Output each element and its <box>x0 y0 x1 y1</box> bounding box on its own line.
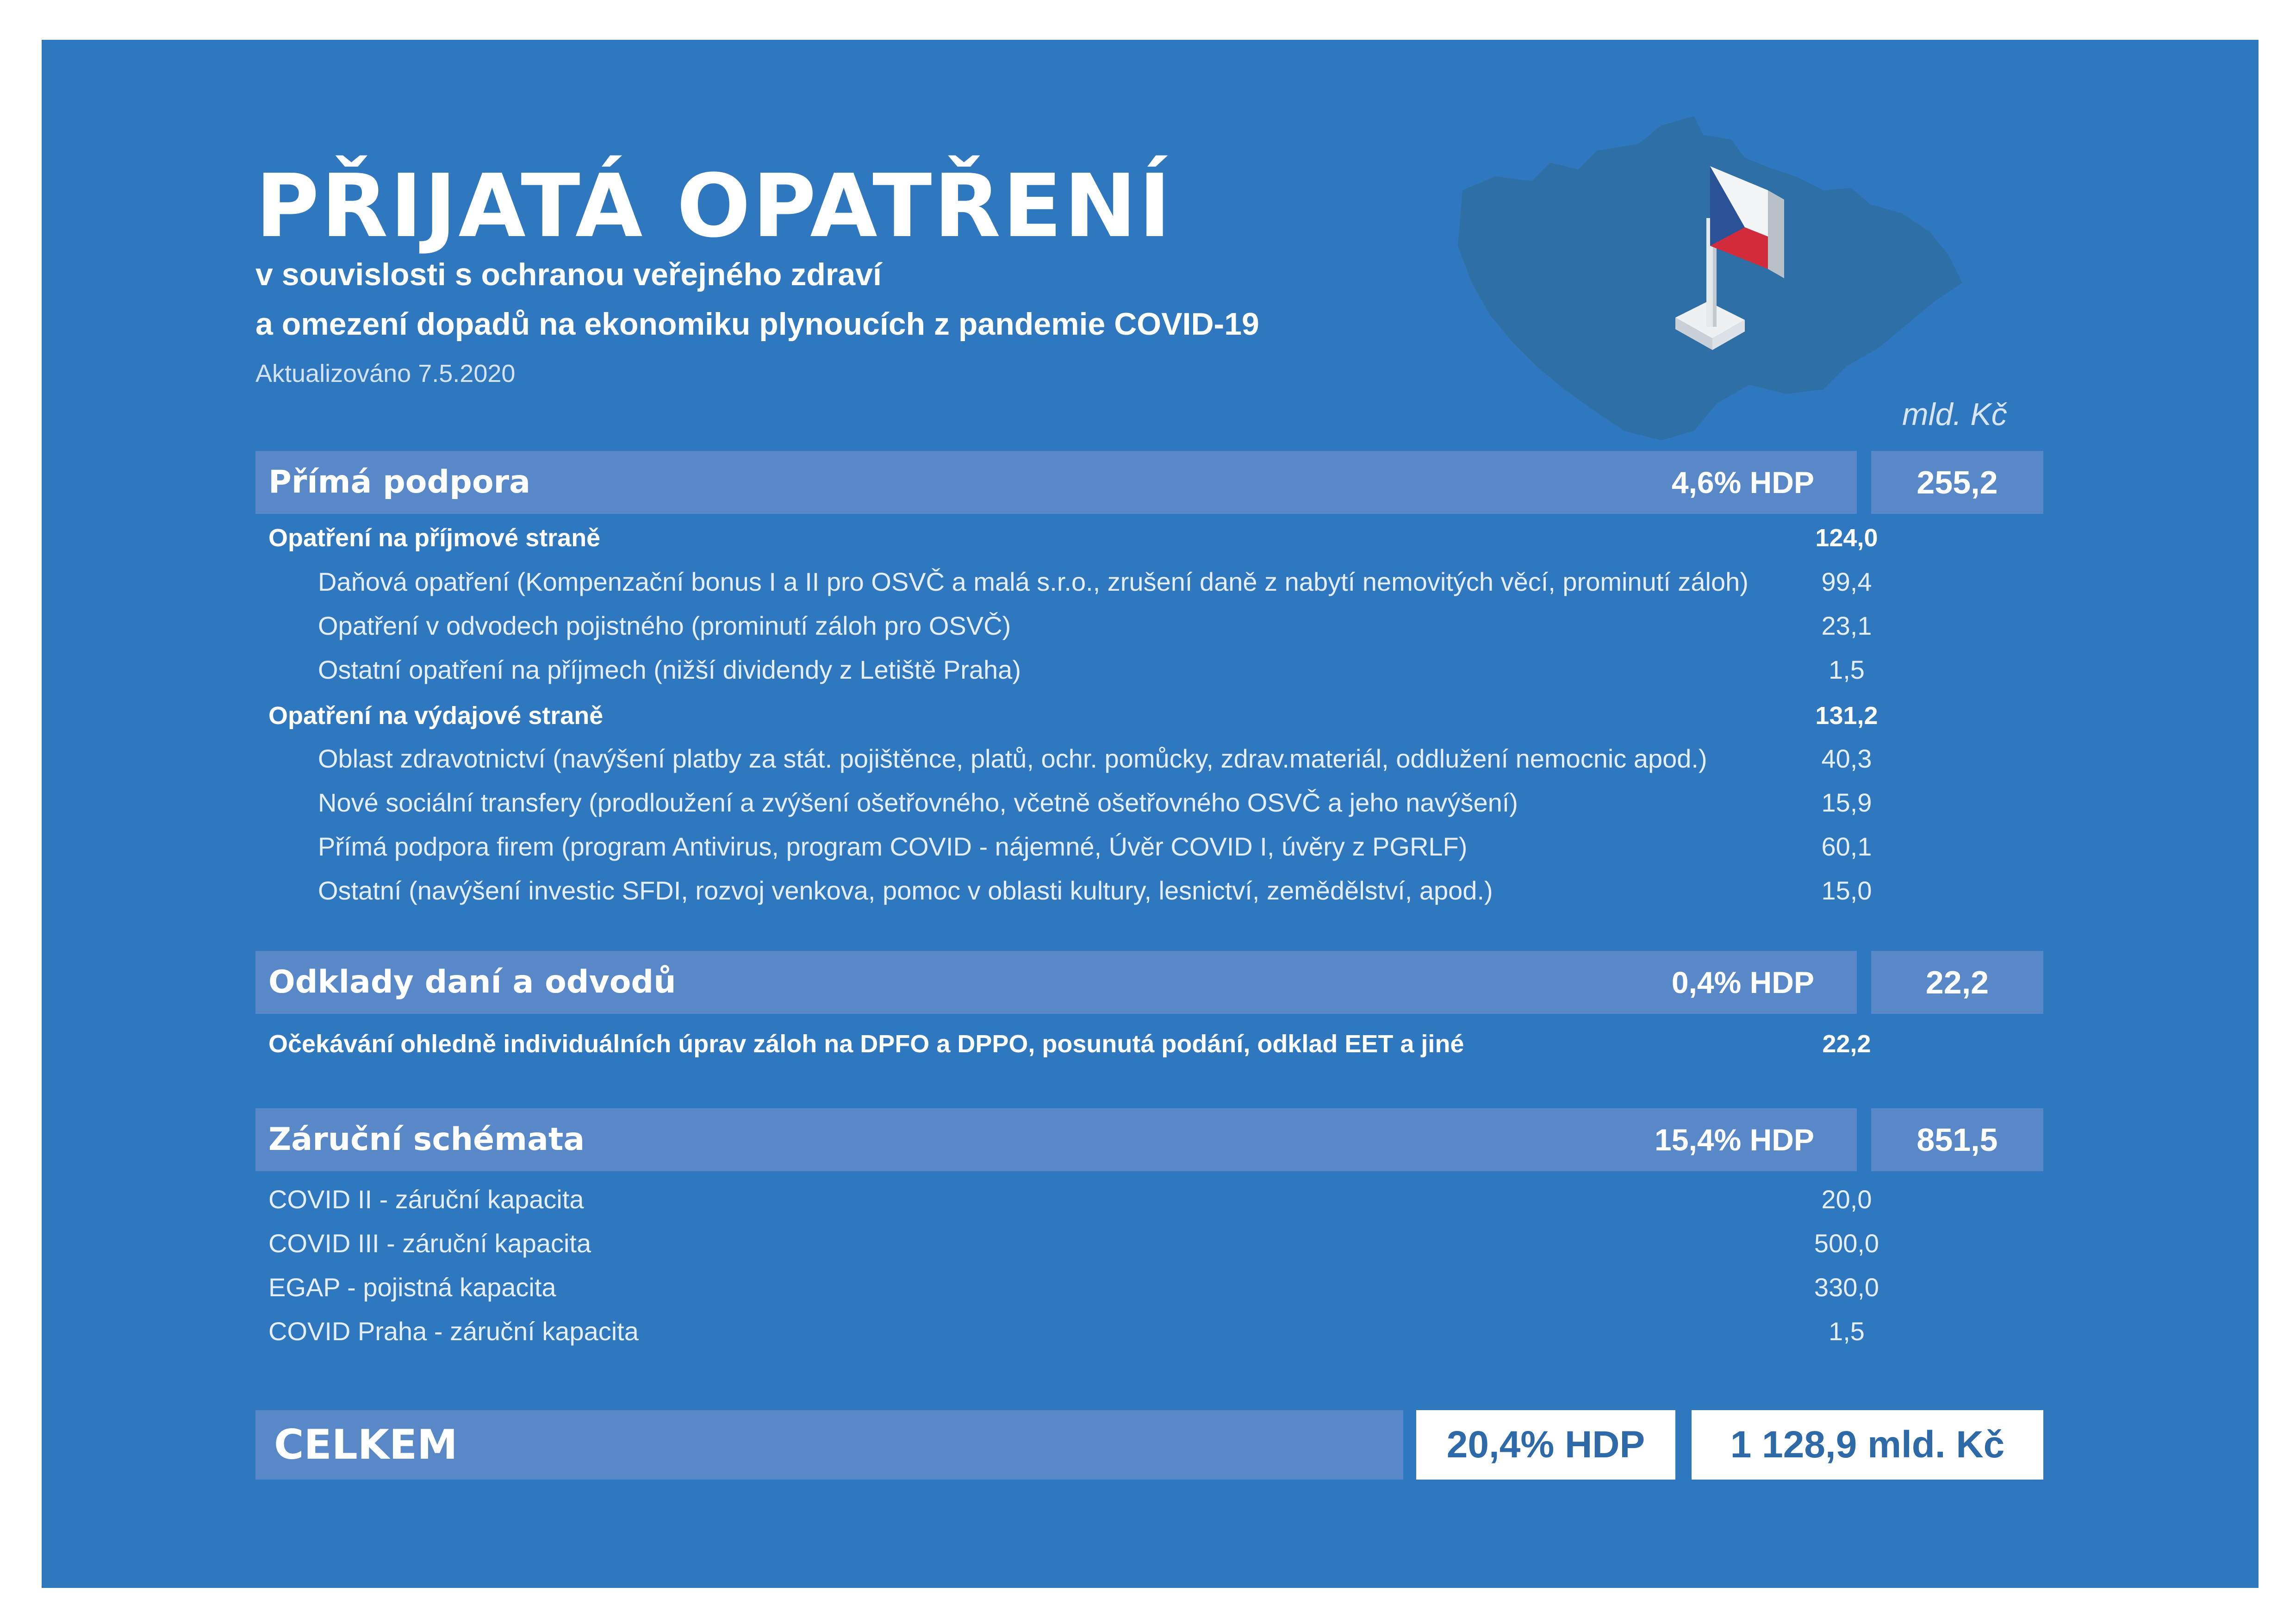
section-hdp: 4,6% HDP <box>1671 465 1814 500</box>
subtitle-line-2: a omezení dopadů na ekonomiku plynoucích z pandemie COVID-19 <box>255 306 1259 342</box>
table-row <box>42 561 2259 603</box>
item-value: 23,1 <box>1821 611 1872 640</box>
group-label: Opatření na výdajové straně <box>268 702 604 730</box>
item-label: Ostatní opatření na příjmech (nižší dividendy z Letiště Praha) <box>318 655 1021 684</box>
section-value: 851,5 <box>1871 1108 2043 1171</box>
item-value: 1,5 <box>1829 1317 1865 1346</box>
item-label: Daňová opatření (Kompenzační bonus I a II pro OSVČ a malá s.r.o., zrušení daně z nabytí nemovitých věcí, prominutí záloh) <box>318 567 1748 596</box>
section-hdp: 15,4% HDP <box>1655 1123 1814 1157</box>
infographic-panel <box>42 40 2259 1588</box>
item-value: 20,0 <box>1821 1185 1872 1214</box>
item-value: 15,0 <box>1821 876 1872 905</box>
item-label: Opatření v odvodech pojistného (prominutí záloh pro OSVČ) <box>318 611 1011 640</box>
item-label: COVID III - záruční kapacita <box>268 1229 591 1258</box>
item-value: 1,5 <box>1829 655 1865 684</box>
section-hdp: 0,4% HDP <box>1671 965 1814 999</box>
table-row <box>42 1311 2259 1352</box>
section-title: Záruční schémata <box>268 1121 585 1158</box>
item-label: Přímá podpora firem (program Antivirus, program COVID - nájemné, Úvěr COVID I, úvěry z PGRLF) <box>318 832 1468 861</box>
table-row <box>42 517 2259 559</box>
group-value: 131,2 <box>1815 702 1878 730</box>
group-label: Opatření na příjmové straně <box>268 524 601 552</box>
section-title: Odklady daní a odvodů <box>268 964 676 1000</box>
updated-date: Aktualizováno 7.5.2020 <box>255 360 516 387</box>
table-row <box>42 1267 2259 1308</box>
item-label: EGAP - pojistná kapacita <box>268 1273 556 1302</box>
table-row <box>42 870 2259 912</box>
item-label: COVID II - záruční kapacita <box>268 1185 584 1214</box>
section-title: Přímá podpora <box>268 464 530 500</box>
table-row <box>42 782 2259 824</box>
table-row <box>42 649 2259 691</box>
item-value: 60,1 <box>1821 832 1872 861</box>
table-row <box>42 738 2259 780</box>
table-row <box>42 695 2259 737</box>
table-row <box>42 1223 2259 1264</box>
item-label: Oblast zdravotnictví (navýšení platby za stát. pojištěnce, platů, ochr. pomůcky, zdrav.materiál, oddlužení nemocnic apod.) <box>318 744 1707 773</box>
group-value: 124,0 <box>1815 524 1878 552</box>
total-label: CELKEM <box>274 1421 458 1468</box>
item-value: 500,0 <box>1814 1229 1879 1258</box>
item-label: Ostatní (navýšení investic SFDI, rozvoj venkova, pomoc v oblasti kultury, lesnictví, zemědělství, apod.) <box>318 876 1493 905</box>
table-row <box>42 605 2259 647</box>
item-value: 99,4 <box>1821 567 1872 596</box>
section-value: 255,2 <box>1871 451 2043 514</box>
detail-value: 22,2 <box>1822 1030 1871 1058</box>
unit-label: mld. Kč <box>1902 397 2007 432</box>
subtitle-line-1: v souvislosti s ochranou veřejného zdraví <box>255 257 882 292</box>
table-row <box>42 1023 2259 1065</box>
item-value: 330,0 <box>1814 1273 1879 1302</box>
table-row <box>42 826 2259 868</box>
table-row <box>42 1179 2259 1220</box>
item-label: Nové sociální transfery (prodloužení a zvýšení ošetřovného, včetně ošetřovného OSVČ a jeho navýšení) <box>318 788 1518 817</box>
item-label: COVID Praha - záruční kapacita <box>268 1317 639 1346</box>
total-hdp: 20,4% HDP <box>1416 1410 1675 1480</box>
item-value: 15,9 <box>1821 788 1872 817</box>
detail-label: Očekávání ohledně individuálních úprav záloh na DPFO a DPPO, posunutá podání, odklad EET a jiné <box>268 1030 1464 1058</box>
page-title: PŘIJATÁ OPATŘENÍ <box>255 156 1173 257</box>
section-value: 22,2 <box>1871 951 2043 1014</box>
total-value: 1 128,9 mld. Kč <box>1692 1410 2043 1480</box>
item-value: 40,3 <box>1821 744 1872 773</box>
